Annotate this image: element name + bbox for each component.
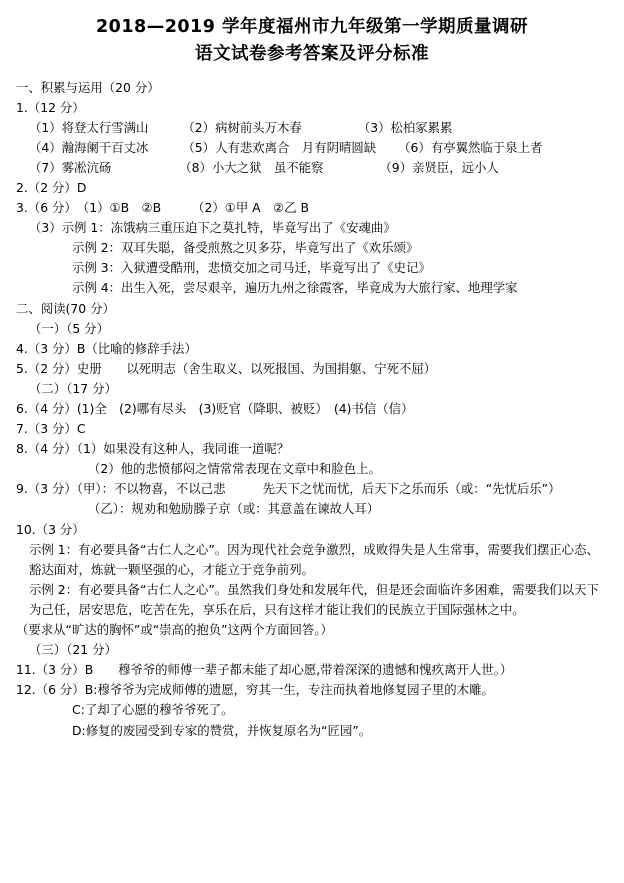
question-3-line-1: 3.（6 分） （1）①B ②B （2）①甲 A ②乙 B <box>16 200 309 216</box>
subsection-heading-2: （二）（17 分） <box>29 380 117 396</box>
question-1-row-1 <box>16 118 608 138</box>
question-1-row-2 <box>16 138 608 158</box>
title-line-2: 语文试卷参考答案及评分标准 <box>195 44 429 65</box>
question-10-requirement: （要求从“旷达的胸怀”或“崇高的抱负”这两个方面回答。） <box>16 622 333 638</box>
answer-1-5: （5）人有悲欢离合 月有阴晴圆缺 <box>182 139 377 155</box>
question-12-option-d: D:修复的废园受到专家的赞赏，并恢复原名为“匠园”。 <box>72 722 372 738</box>
question-3-line-5: 示例 4：出生入死，尝尽艰辛，遍历九州之徐霞客，毕竟成为大旅行家、地理学家 <box>72 280 518 296</box>
question-8-line-1: 8.（4 分）（1）如果没有这种人，我同谁一道呢？ <box>16 441 290 457</box>
document-body <box>16 78 608 741</box>
question-6: 6.（4 分）(1)全 (2)哪有尽头 (3)贬官（降职、被贬） (4)书信（信） <box>16 401 414 416</box>
question-5: 5.（2 分）史册 以死明志（舍生取义、以死报国、为国捐躯、宁死不屈） <box>16 360 437 376</box>
question-10-example-1: 示例 1：有必要具备“古仁人之心”。因为现代社会竞争激烈，成败得失是人生常事，需要我们摆正心态、豁达面对，炼就一颗坚强的心，才能立于竞争前列。 <box>29 541 599 577</box>
subsection-heading-3: （三）（21 分） <box>29 642 117 658</box>
answer-1-7: （7）雾凇沆砀 <box>29 159 112 175</box>
document-title <box>16 14 608 68</box>
question-1-row-3 <box>16 158 608 178</box>
question-10-label: 10.（3 分） <box>16 521 85 537</box>
answer-1-6: （6）有亭翼然临于泉上者 <box>398 139 543 155</box>
answer-1-4: （4）瀚海阑干百丈冰 <box>29 139 149 155</box>
section-heading-2: 二、阅读(70 分） <box>16 300 115 316</box>
question-3-line-4: 示例 3：入狱遭受酷刑，悲愤交加之司马迁，毕竟写出了《史记》 <box>72 260 431 276</box>
answer-1-9: （9）亲贤臣，远小人 <box>379 159 499 175</box>
question-3-line-3: 示例 2：双耳失聪，备受煎熬之贝多芬，毕竟写出了《欢乐颂》 <box>72 240 419 256</box>
question-9-line-2: （乙）：规劝和勉励滕子京（或：其意盖在谏故人耳） <box>88 501 380 517</box>
question-9-line-1: 9.（3 分）（甲）：不以物喜，不以己悲 先天下之忧而忧，后天下之乐而乐（或：“先忧后乐”） <box>16 481 561 497</box>
question-2: 2.（2 分）D <box>16 179 87 195</box>
question-10-example-2: 示例 2：有必要具备“古仁人之心”。虽然我们身处和发展年代，但是还会面临许多困难，需要我们以天下为己任，居安思危，吃苦在先，享乐在后，只有这样才能让我们的民族立于国际强林之中。 <box>29 581 599 617</box>
question-8-line-2: （2）他的悲愤郁闷之情常常表现在文章中和脸色上。 <box>88 461 381 477</box>
question-1-label: 1.（12 分） <box>16 99 85 115</box>
answer-1-3: （3）松柏冢累累 <box>357 119 453 135</box>
subsection-heading-1: （一）（5 分） <box>29 320 109 336</box>
title-line-1: 2018—2019 学年度福州市九年级第一学期质量调研 <box>95 17 528 37</box>
answer-1-1: （1）将登太行雪满山 <box>29 119 149 135</box>
question-7: 7.（3 分）C <box>16 421 86 437</box>
question-12-option-c: C:了却了心愿的穆爷爷死了。 <box>72 702 234 718</box>
question-12-label: 12.（6 分）B:穆爷爷为完成师傅的遗愿，穷其一生，专注而执着地修复园子里的木雕。 <box>16 682 494 698</box>
question-3-line-2: （3）示例 1：冻饿病三重压迫下之莫扎特，毕竟写出了《安魂曲》 <box>29 220 396 236</box>
section-heading-1: 一、积累与运用（20 分） <box>16 79 160 95</box>
question-11: 11.（3 分）B 穆爷爷的师傅一辈子都未能了却心愿,带着深深的遗憾和愧疚离开人世。） <box>16 662 513 678</box>
answer-1-8: （8）小大之狱 虽不能察 <box>179 159 324 175</box>
question-4: 4.（3 分）B（比喻的修辞手法） <box>16 340 197 356</box>
answer-1-2: （2）病树前头万木春 <box>182 119 302 135</box>
